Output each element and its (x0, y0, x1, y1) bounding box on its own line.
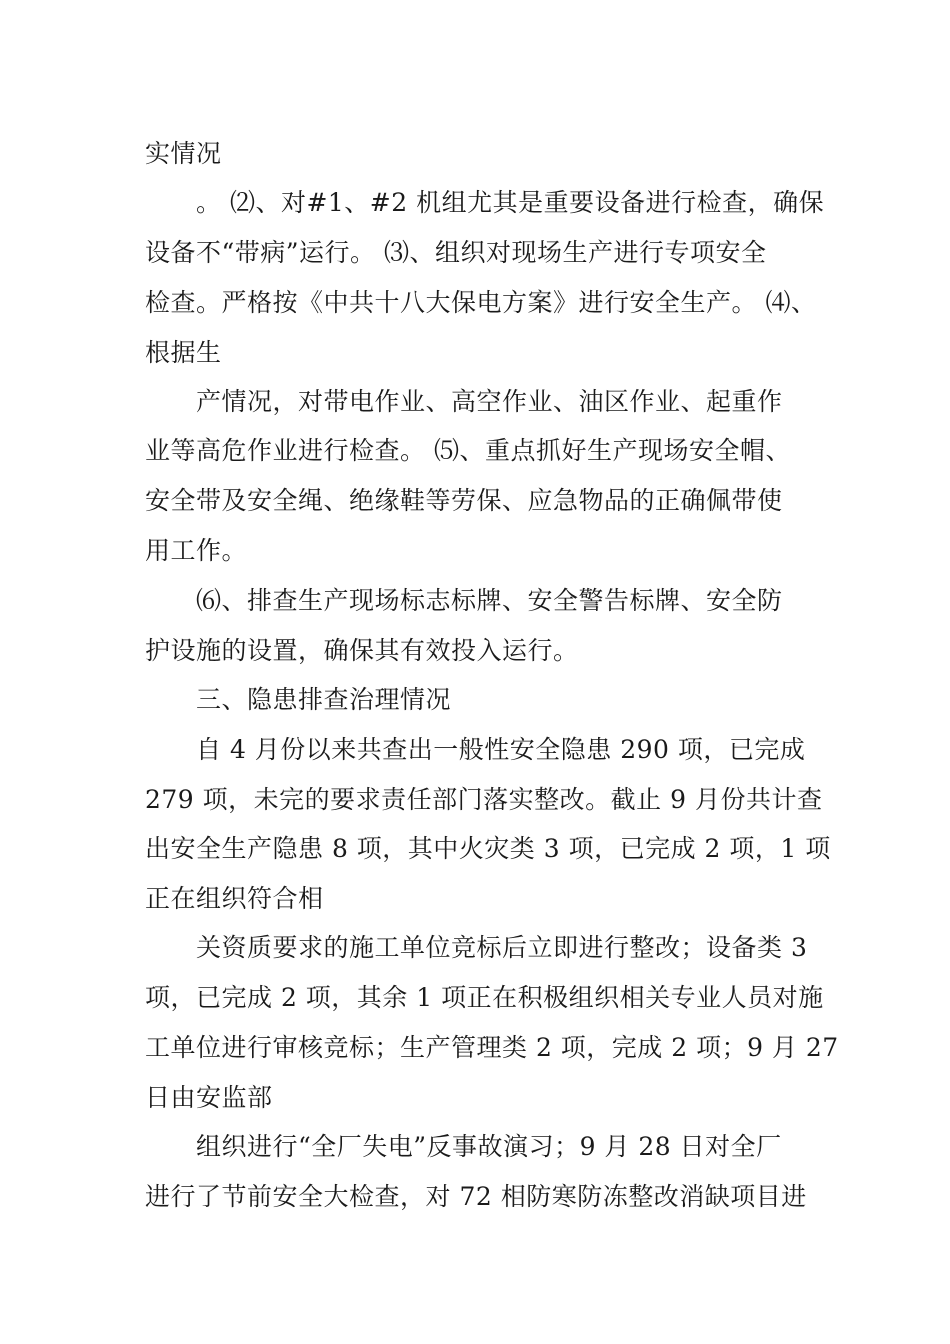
text-line: 工单位进行审核竞标；生产管理类 2 项，完成 2 项；9 月 27 (145, 1033, 839, 1062)
text-line: 检查。严格按《中共十八大保电方案》进行安全生产。 ⑷、 (145, 288, 817, 317)
text-line: 正在组织符合相 (145, 884, 324, 913)
text-line: 护设施的设置，确保其有效投入运行。 (145, 636, 579, 665)
section-heading: 三、隐患排查治理情况 (196, 685, 452, 714)
text-line: 279 项，未完的要求责任部门落实整改。截止 9 月份共计查 (145, 785, 823, 814)
text-line: 。 ⑵、对#1、#2 机组尤其是重要设备进行检查，确保 (196, 188, 825, 217)
text-line: ⑹、排查生产现场标志标牌、安全警告标牌、安全防 (196, 586, 783, 615)
text-line: 用工作。 (145, 536, 248, 565)
text-line: 组织进行“全厂失电”反事故演习；9 月 28 日对全厂 (196, 1132, 782, 1161)
text-line: 项，已完成 2 项，其余 1 项正在积极组织相关专业人员对施 (145, 983, 824, 1012)
text-line: 日由安监部 (145, 1083, 273, 1112)
text-line: 根据生 (145, 338, 222, 367)
text-line: 安全带及安全绳、绝缘鞋等劳保、应急物品的正确佩带使 (145, 486, 783, 515)
text-line: 关资质要求的施工单位竞标后立即进行整改；设备类 3 (196, 933, 808, 962)
text-line: 设备不“带病”运行。 ⑶、组织对现场生产进行专项安全 (145, 238, 767, 267)
text-line: 产情况，对带电作业、高空作业、油区作业、起重作 (196, 387, 783, 416)
text-line: 出安全生产隐患 8 项，其中火灾类 3 项，已完成 2 项，1 项 (145, 834, 831, 863)
text-line: 进行了节前安全大检查，对 72 相防寒防冻整改消缺项目进 (145, 1182, 807, 1211)
text-line: 实情况 (145, 139, 222, 168)
text-line: 业等高危作业进行检查。 ⑸、重点抓好生产现场安全帽、 (145, 436, 791, 465)
text-line: 自 4 月份以来共查出一般性安全隐患 290 项，已完成 (196, 735, 806, 764)
